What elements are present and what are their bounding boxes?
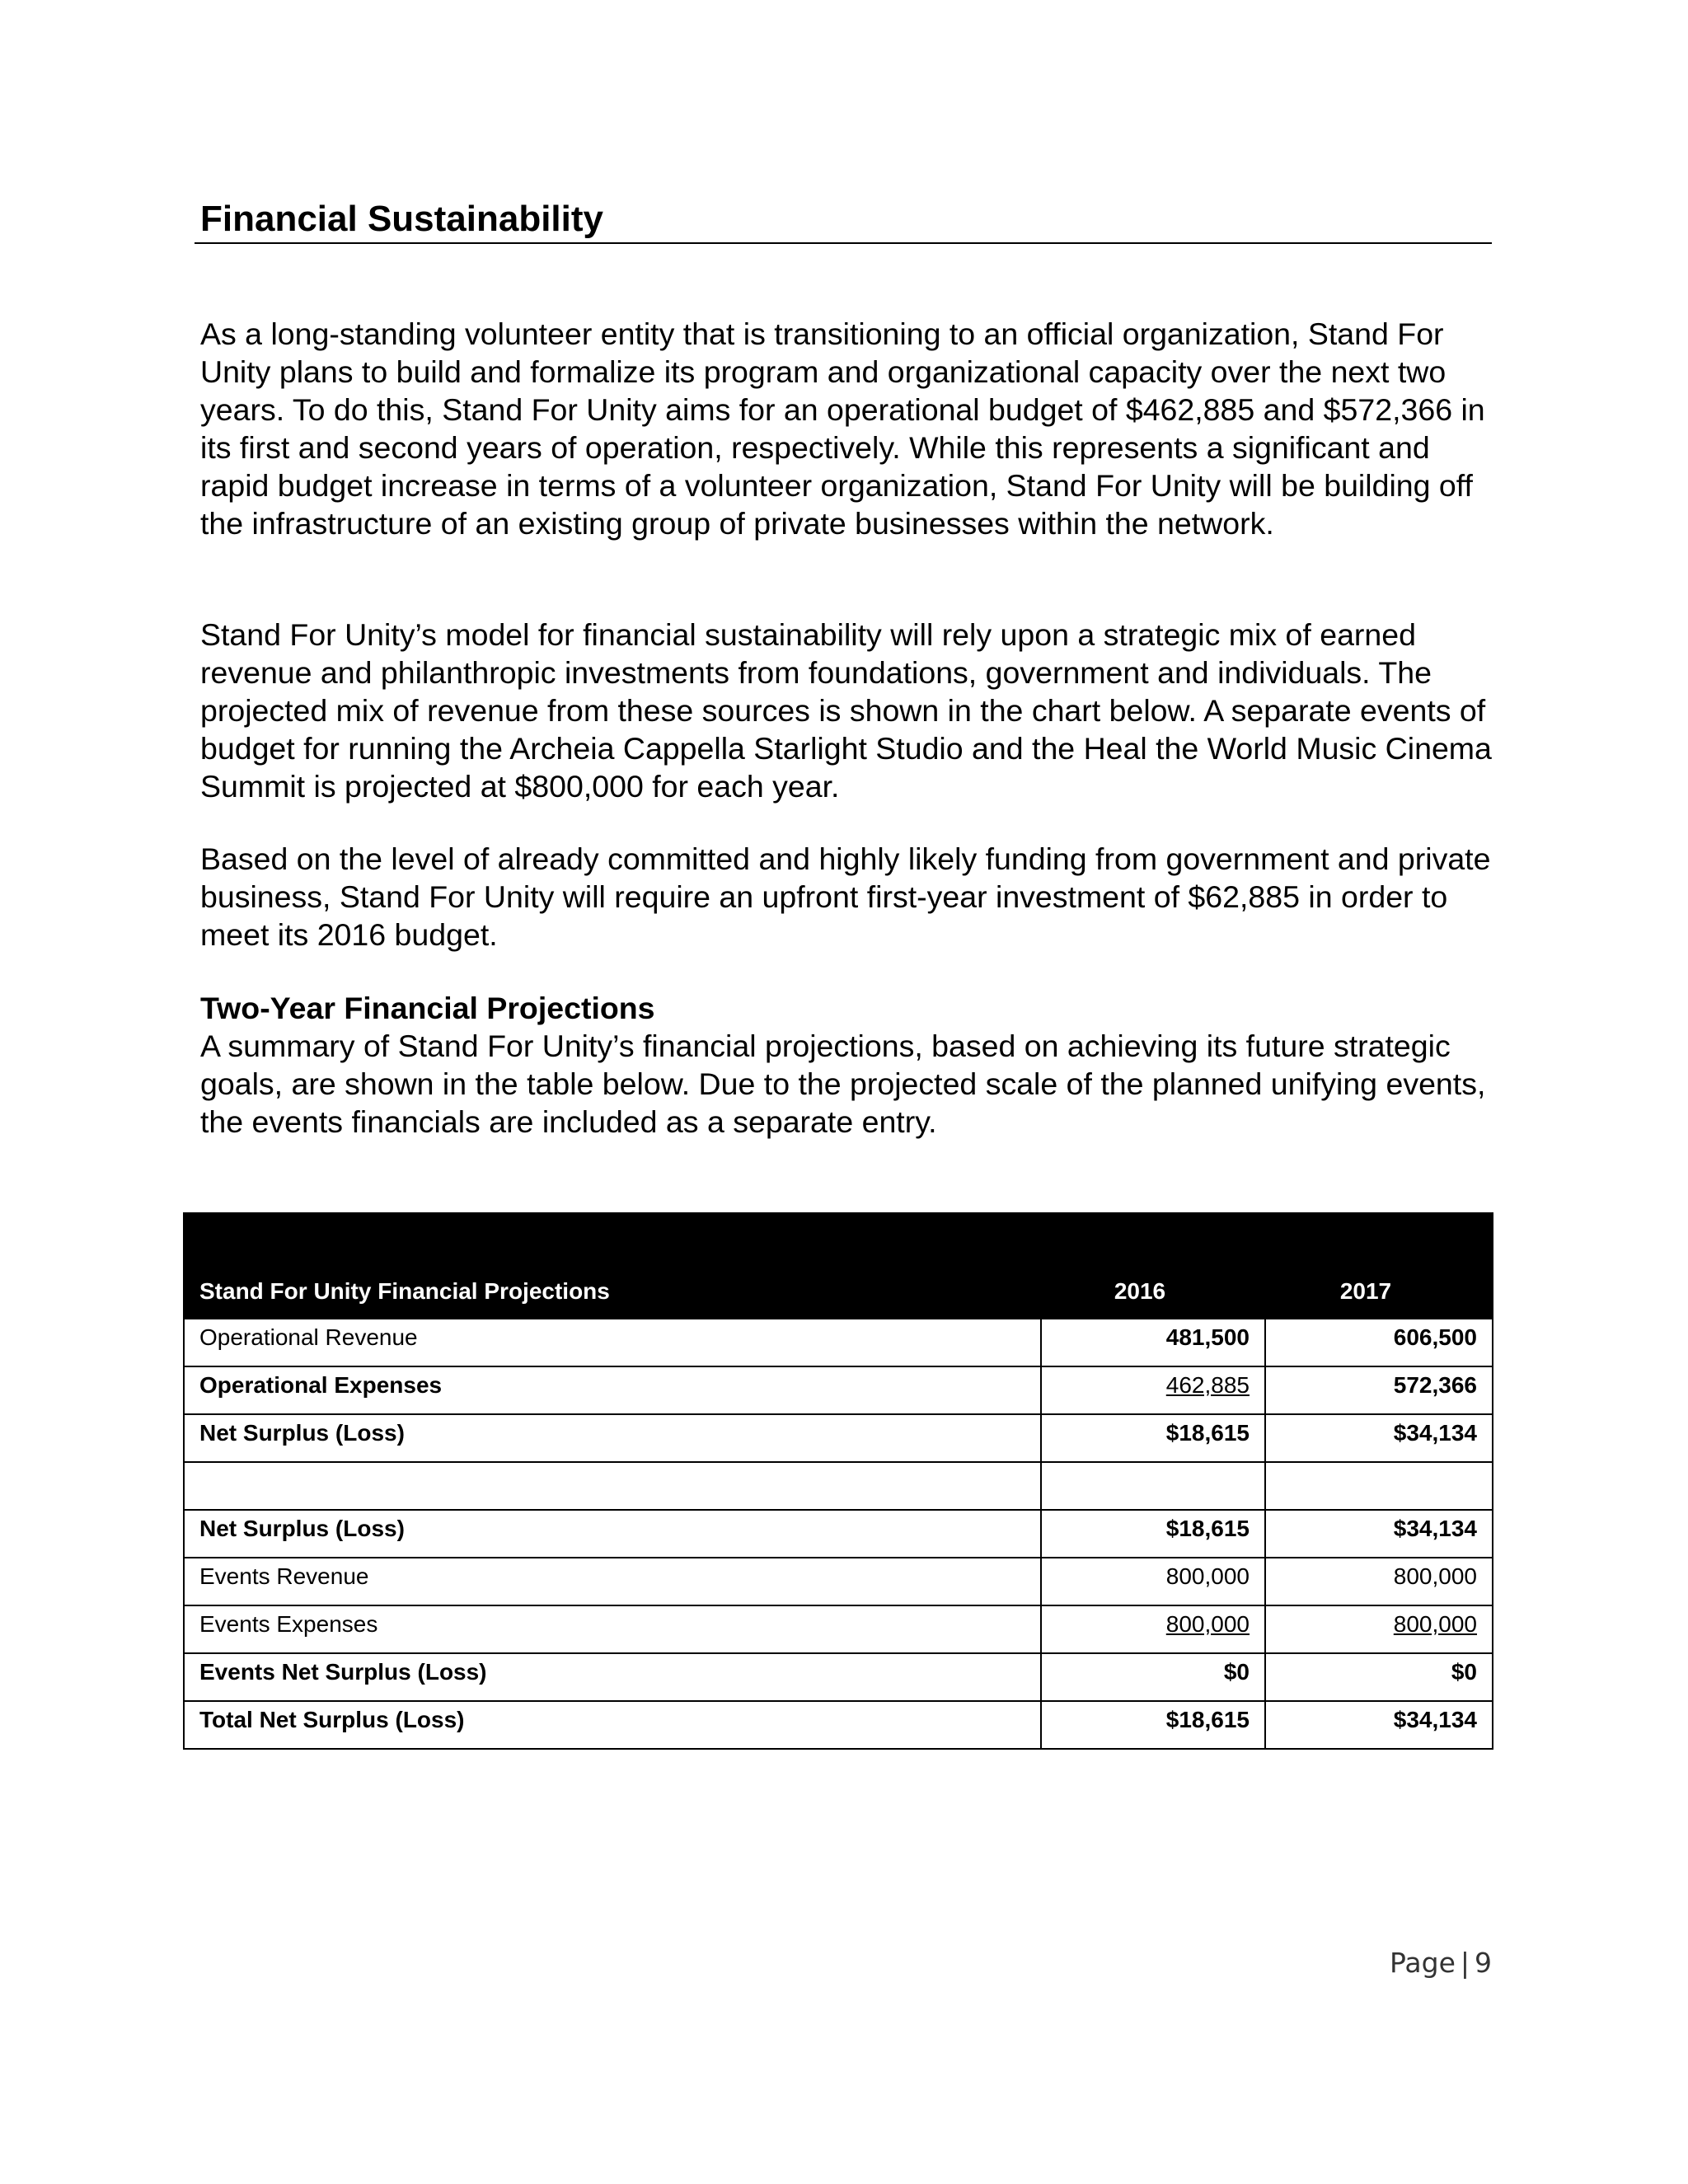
- table-row: [184, 1414, 1493, 1462]
- value-2016: $18,615: [1041, 1701, 1265, 1749]
- table-row: [184, 1701, 1493, 1749]
- page-number: 9: [1475, 1947, 1493, 1979]
- value-2017-text: 800,000: [1393, 1611, 1477, 1637]
- table-header-2016: 2016: [1041, 1213, 1265, 1319]
- financial-projections-table: [183, 1212, 1493, 1750]
- value-2016: 800,000: [1041, 1558, 1265, 1605]
- table-row: [184, 1558, 1493, 1605]
- paragraph-budget-overview: As a long-standing volunteer entity that is transitioning to an official organization, Stand For Unity plans to build and formalize its program and organizational capacity over the next two years. To do this, Stand For Unity aims for an operational budget of $462,885 and $572,366 in its first and second years of operation, respectively. While this represents a significant and rapid budget increase in terms of a volunteer organization, Stand For Unity will be building off the infrastructure of an existing group of private businesses within the network.: [200, 316, 1485, 541]
- row-label: Operational Expenses: [184, 1366, 1041, 1414]
- value-2017: 800,000: [1265, 1558, 1493, 1605]
- value-2016: [1041, 1462, 1265, 1510]
- row-label: Events Net Surplus (Loss): [184, 1653, 1041, 1701]
- value-2017: $34,134: [1265, 1510, 1493, 1558]
- table-header-title: Stand For Unity Financial Projections: [184, 1213, 1041, 1319]
- table-row: [184, 1653, 1493, 1701]
- row-label: Operational Revenue: [184, 1319, 1041, 1366]
- value-2016: $0: [1041, 1653, 1265, 1701]
- table-header-2017: 2017: [1265, 1213, 1493, 1319]
- page-label: Page: [1390, 1947, 1456, 1979]
- value-2016: [1041, 1366, 1265, 1414]
- value-2016: 481,500: [1041, 1319, 1265, 1366]
- value-2017: $0: [1265, 1653, 1493, 1701]
- value-2017: $34,134: [1265, 1701, 1493, 1749]
- value-2016-text: 800,000: [1165, 1611, 1250, 1637]
- table-row: [184, 1366, 1493, 1414]
- heading-underline-rule: [195, 242, 1492, 244]
- row-label: [184, 1462, 1041, 1510]
- value-2017: 572,366: [1265, 1366, 1493, 1414]
- page-number-footer: [1390, 1947, 1492, 1980]
- value-2017: 606,500: [1265, 1319, 1493, 1366]
- row-label: Total Net Surplus (Loss): [184, 1701, 1041, 1749]
- table-row: [184, 1605, 1493, 1653]
- row-label: Events Revenue: [184, 1558, 1041, 1605]
- paragraph-investment-need: Based on the level of already committed and highly likely funding from government and private business, Stand For Unity will require an upfront first-year investment of $62,885 in order to meet its 2016 budget.: [200, 841, 1491, 952]
- value-2017: [1265, 1605, 1493, 1653]
- value-2016-text: 462,885: [1165, 1372, 1250, 1398]
- table-header-row: [184, 1213, 1493, 1319]
- row-label: Net Surplus (Loss): [184, 1510, 1041, 1558]
- table-row-empty: [184, 1462, 1493, 1510]
- value-2016: $18,615: [1041, 1510, 1265, 1558]
- subheading-projections: Two-Year Financial Projections: [200, 991, 655, 1025]
- table-row: [184, 1510, 1493, 1558]
- paragraph-sustainability-model: Stand For Unity’s model for financial sustainability will rely upon a strategic mix of earned revenue and philanthropic investments from foundations, government and individuals. The projected mix of revenue from these sources is shown in the chart below. A separate events of budget for running the Archeia Cappella Starlight Studio and the Heal the World Music Cinema Summit is projected at $800,000 for each year.: [200, 617, 1492, 804]
- paragraph-projections-summary: A summary of Stand For Unity’s financial projections, based on achieving its future strategic goals, are shown in the table below. Due to the projected scale of the planned unifying events, the events financials are included as a separate entry.: [200, 1029, 1486, 1139]
- page-separator: |: [1460, 1947, 1470, 1979]
- row-label: Events Expenses: [184, 1605, 1041, 1653]
- value-2017: $34,134: [1265, 1414, 1493, 1462]
- value-2016: $18,615: [1041, 1414, 1265, 1462]
- value-2016: [1041, 1605, 1265, 1653]
- table-row: [184, 1319, 1493, 1366]
- section-heading: Financial Sustainability: [200, 199, 604, 239]
- row-label: Net Surplus (Loss): [184, 1414, 1041, 1462]
- value-2017: [1265, 1462, 1493, 1510]
